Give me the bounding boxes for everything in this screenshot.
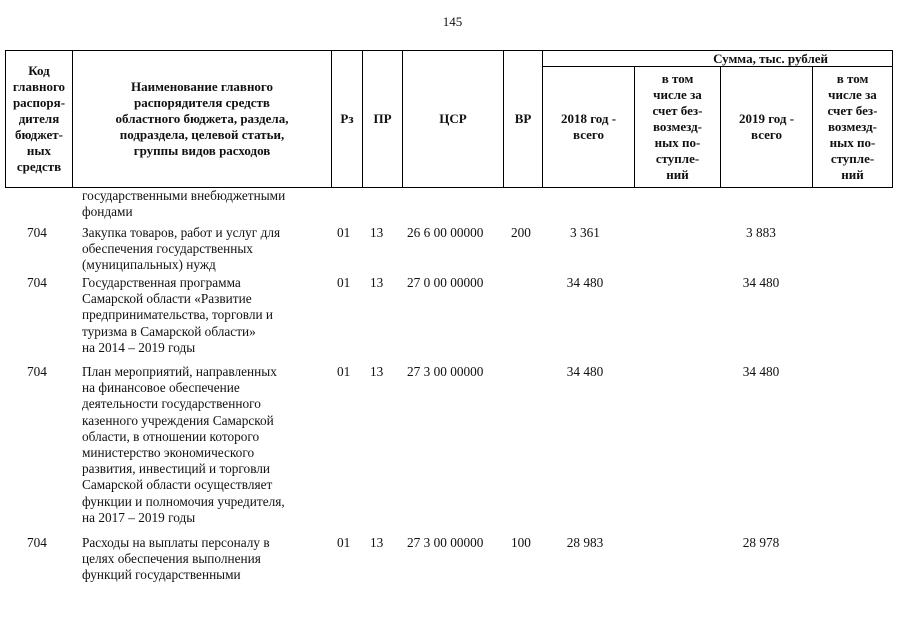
row-csr: 26 6 00 00000 [407,225,484,240]
text-line: ных [26,143,52,158]
text-line: области, в отношении которого [82,428,260,444]
row-csr: 27 3 00 00000 [407,364,484,379]
row-sum-2019: 34 480 [742,364,780,379]
row-sum-2018: 34 480 [566,364,604,379]
text-line: развития, инвестиций и торговли [82,461,271,477]
row-name [82,225,327,274]
text-line: Закупка товаров, работ и услуг для [82,225,281,240]
text-line: целях обеспечения выполнения [82,551,261,567]
text-line: возмезд- [828,119,877,134]
row-vr: 100 [511,535,531,550]
row-csr: 27 0 00 00000 [407,275,484,290]
table-header [5,50,893,188]
row-pr: 13 [370,275,384,290]
text-line: предпринимательства, торговли и [82,307,274,323]
text-line: Код [28,63,50,78]
header-incl-2018 [635,67,721,188]
text-line: ний [841,167,864,182]
row-sum-2019: 34 480 [742,275,780,290]
text-line: распорядителя средств [134,95,270,110]
text-line: План мероприятий, направленных [82,364,277,379]
header-csr: ЦСР [403,51,504,188]
header-2019 [721,67,813,188]
page-number: 145 [442,14,463,29]
text-line: функций государственными [82,567,241,583]
text-line: деятельности государственного [82,396,261,412]
text-line: счет без- [652,103,703,118]
text-line: числе за [828,87,877,102]
text-line: государственными внебюджетными [82,188,286,203]
row-sum-2018: 28 983 [566,535,604,550]
text-line: распоря- [12,95,66,110]
header-summa: Сумма, тыс. рублей [543,51,893,67]
text-line: всего [573,127,604,142]
row-sum-2018: 34 480 [566,275,604,290]
row-name [82,188,327,220]
row-rz: 01 [337,364,351,379]
row-pr: 13 [370,225,384,240]
header-incl-2019 [813,67,893,188]
text-line: функции и полномочия учредителя, [82,493,285,509]
row-pr: 13 [370,535,384,550]
row-rz: 01 [337,535,351,550]
text-line: счет без- [827,103,878,118]
text-line: казенного учреждения Самарской [82,412,274,428]
row-sum-2019: 3 883 [746,225,776,240]
row-kod: 704 [27,535,47,550]
row-sum-2018: 3 361 [570,225,600,240]
text-line: подраздела, целевой статьи, [119,127,285,142]
text-line: главного [12,79,66,94]
header-name [73,51,332,188]
row-name [82,535,327,584]
text-line: в том [836,71,869,86]
row-name [82,275,327,356]
text-line: 2018 год - [560,111,617,126]
row-sum-2019: 28 978 [742,535,780,550]
text-line: туризма в Самарской области» [82,323,256,339]
text-line: Самарской области осуществляет [82,477,273,493]
header-rz: Рз [332,51,363,188]
row-vr: 200 [511,225,531,240]
text-line: всего [751,127,782,142]
header-vr: ВР [504,51,543,188]
text-line: министерство экономического [82,445,255,461]
text-line: бюджет- [14,127,63,142]
text-line: Расходы на выплаты персоналу в [82,535,270,550]
row-pr: 13 [370,364,384,379]
text-line: ступле- [655,151,700,166]
text-line: ных по- [829,135,876,150]
text-line: обеспечения государственных [82,241,253,257]
row-name [82,364,327,526]
text-line: возмезд- [653,119,702,134]
row-kod: 704 [27,225,47,240]
row-kod: 704 [27,364,47,379]
row-rz: 01 [337,275,351,290]
header-pr: ПР [363,51,403,188]
row-rz: 01 [337,225,351,240]
row-csr: 27 3 00 00000 [407,535,484,550]
text-line: областного бюджета, раздела, [115,111,289,126]
text-line: дителя [18,111,60,126]
text-line: ных по- [654,135,701,150]
text-line: числе за [653,87,702,102]
text-line: 2019 год - [738,111,795,126]
text-line: группы видов расходов [133,143,271,158]
text-line: Наименование главного [130,79,274,94]
text-line: Государственная программа [82,275,241,290]
text-line: в том [661,71,694,86]
text-line: на 2014 – 2019 годы [82,339,196,355]
header-kod [6,51,73,188]
text-line: ний [666,167,689,182]
text-line: (муниципальных) нужд [82,257,216,273]
header-2018 [543,67,635,188]
text-line: фондами [82,204,133,220]
text-line: ступле- [830,151,875,166]
row-kod: 704 [27,275,47,290]
text-line: Самарской области «Развитие [82,291,252,307]
text-line: на 2017 – 2019 годы [82,509,196,525]
text-line: средств [16,159,62,174]
text-line: на финансовое обеспечение [82,380,240,396]
